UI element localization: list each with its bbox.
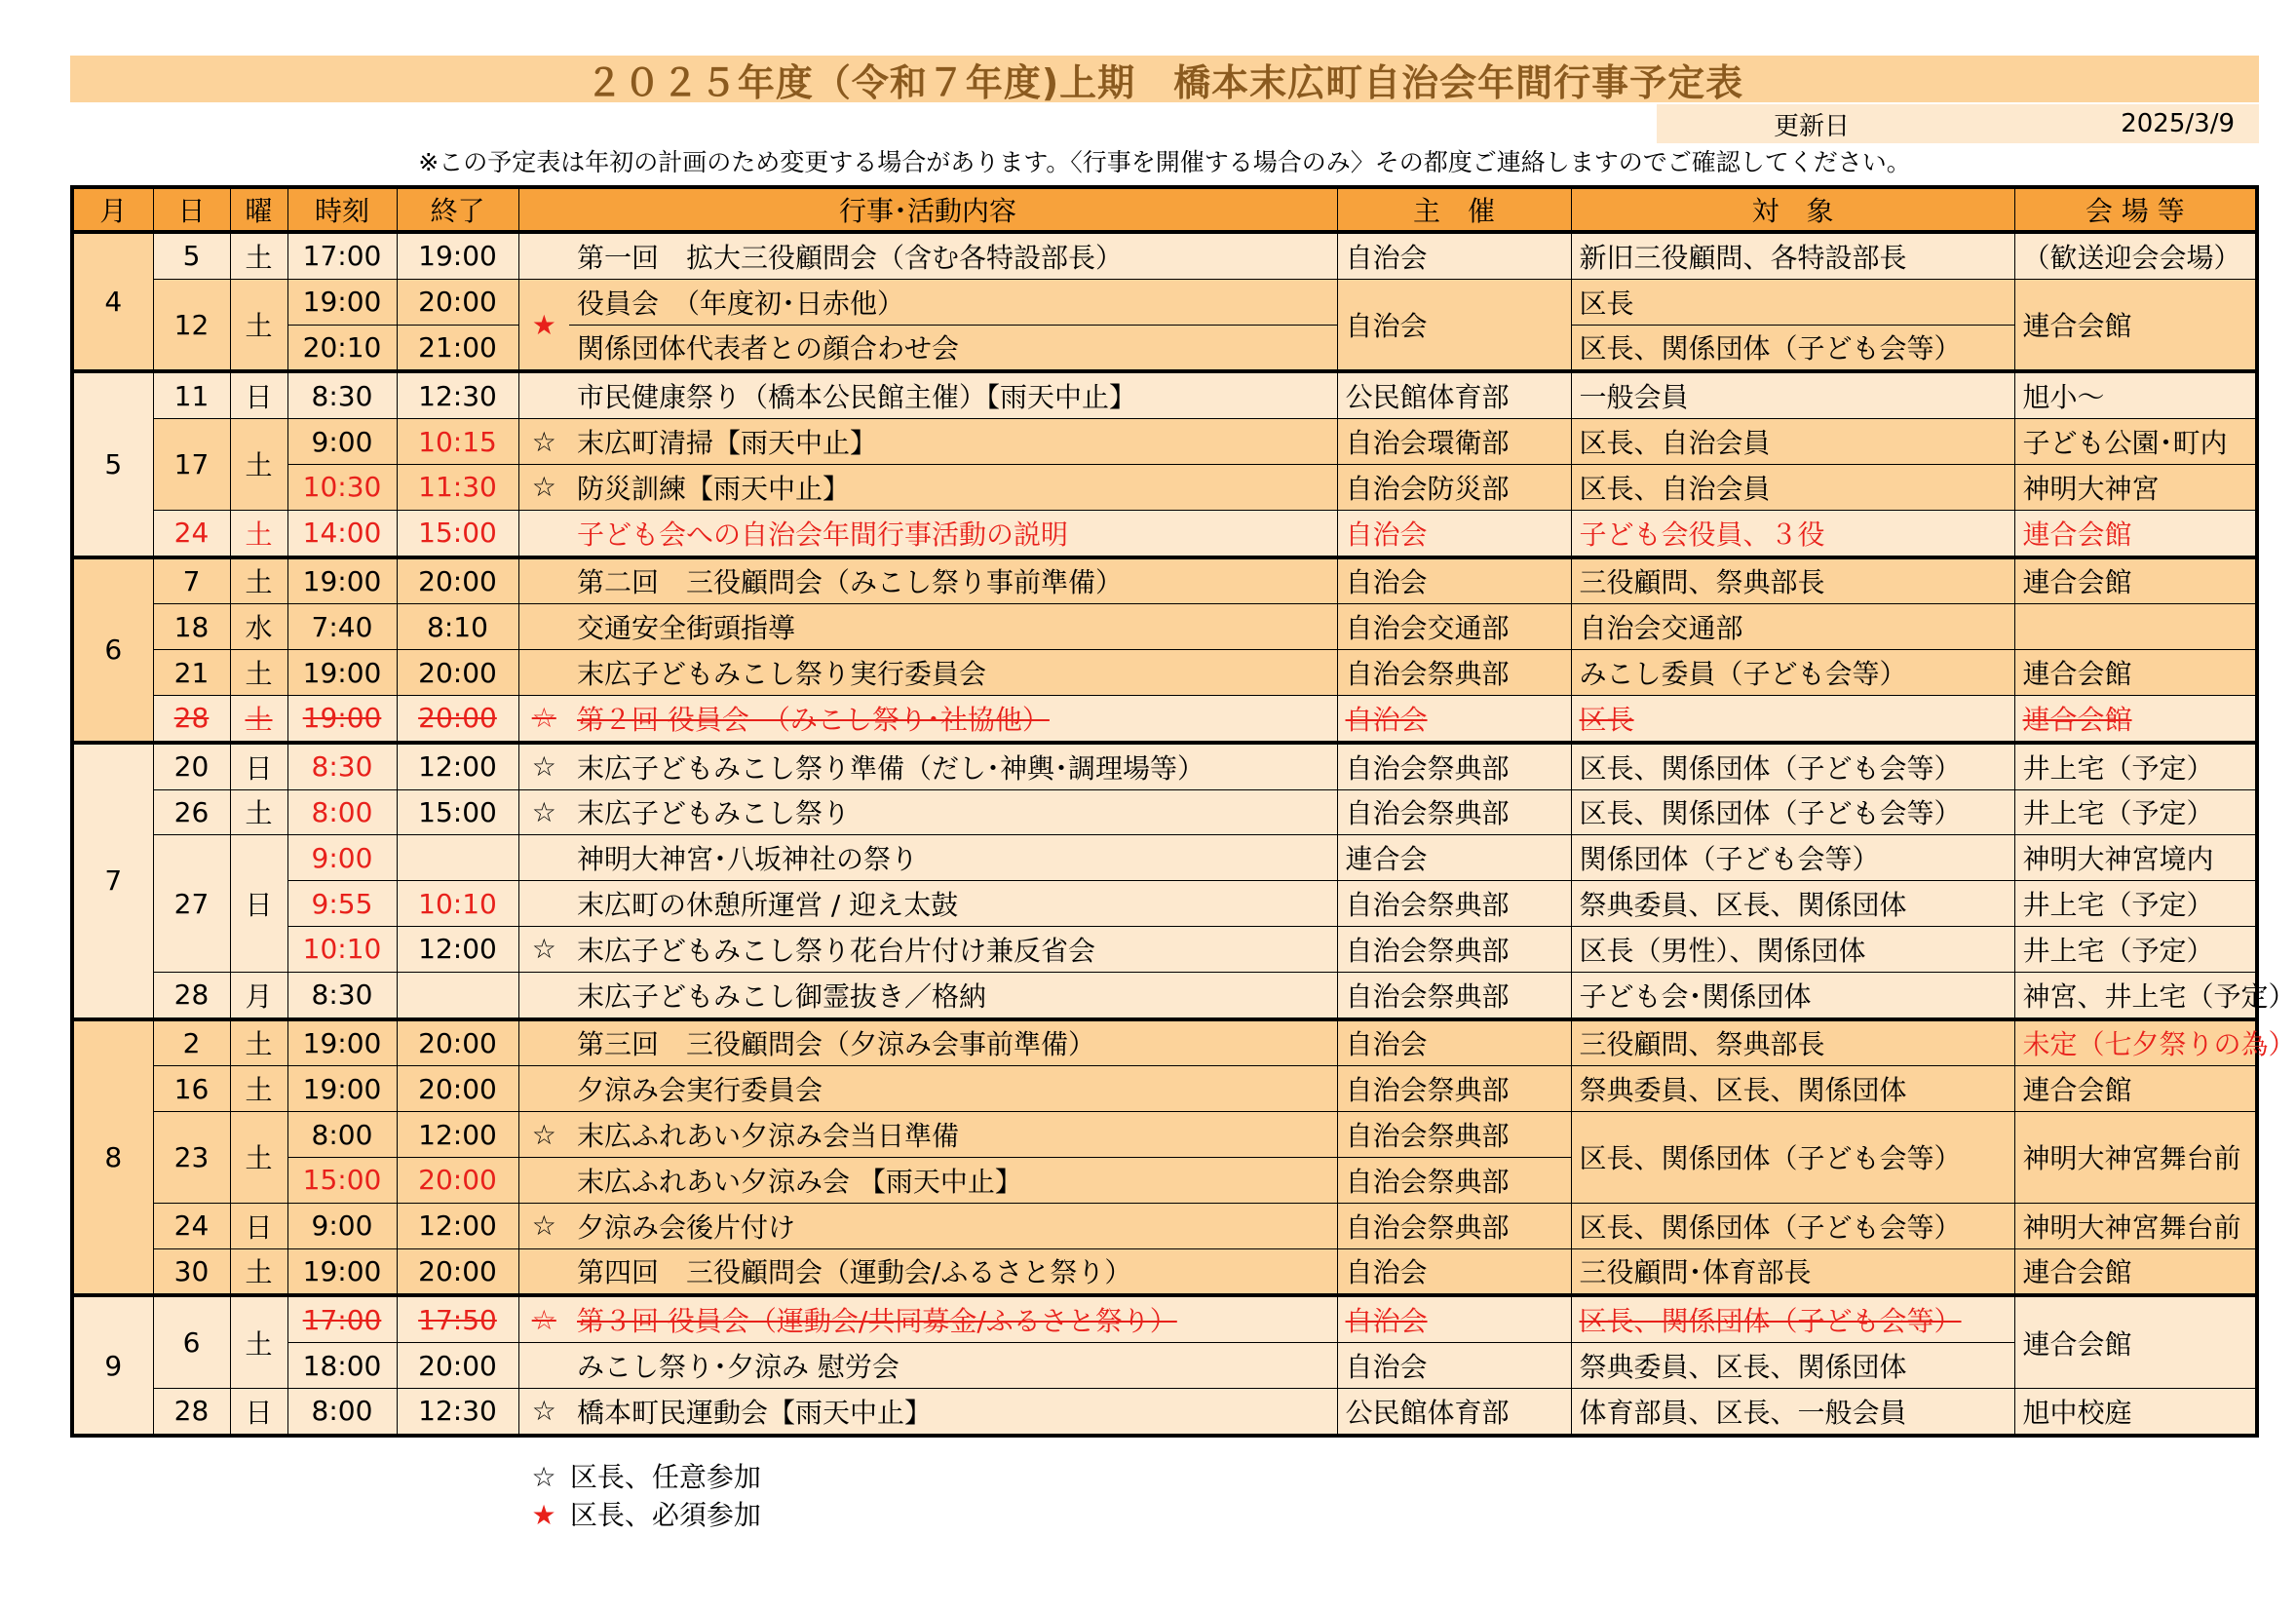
venue-cell: 未定（七夕祭りの為） bbox=[2014, 1019, 2257, 1066]
month-cell: 6 bbox=[72, 557, 153, 743]
legend-required-text: 区長、必須参加 bbox=[569, 1499, 761, 1531]
table-row bbox=[72, 1388, 2257, 1435]
end-time-cell: 12:00 bbox=[397, 926, 518, 972]
day-cell: 28 bbox=[153, 695, 230, 742]
end-time-cell: 20:00 bbox=[397, 1157, 518, 1203]
target-cell: 区長、関係団体（子ども会等） bbox=[1571, 789, 2014, 835]
host-cell: 公民館体育部 bbox=[1337, 371, 1571, 418]
table-row bbox=[72, 835, 2257, 881]
target-cell: 三役顧問、祭典部長 bbox=[1571, 1019, 2014, 1066]
weekday-cell: 土 bbox=[230, 279, 287, 371]
end-time-cell: 8:10 bbox=[397, 604, 518, 650]
weekday-cell: 土 bbox=[230, 1066, 287, 1112]
venue-cell: 連合会館 bbox=[2014, 1066, 2257, 1112]
target-cell: 区長、自治会員 bbox=[1571, 464, 2014, 510]
end-time-cell: 20:00 bbox=[397, 279, 518, 325]
start-time-cell: 19:00 bbox=[287, 1248, 397, 1295]
start-time-cell: 19:00 bbox=[287, 1066, 397, 1112]
weekday-cell: 土 bbox=[230, 1248, 287, 1295]
day-cell: 17 bbox=[153, 419, 230, 511]
weekday-cell: 土 bbox=[230, 650, 287, 696]
mark-cell bbox=[518, 1157, 569, 1203]
weekday-cell: 土 bbox=[230, 1019, 287, 1066]
venue-cell: 神明大神宮舞台前 bbox=[2014, 1112, 2257, 1204]
host-cell: 自治会祭典部 bbox=[1337, 789, 1571, 835]
day-cell: 11 bbox=[153, 371, 230, 418]
start-time-cell: 8:30 bbox=[287, 371, 397, 418]
venue-cell: （歓送迎会会場） bbox=[2014, 232, 2257, 279]
start-time-cell: 8:00 bbox=[287, 1388, 397, 1435]
weekday-cell: 日 bbox=[230, 1203, 287, 1248]
venue-cell: 連合会館 bbox=[2014, 650, 2257, 696]
host-cell: 自治会 bbox=[1337, 1343, 1571, 1389]
host-cell: 自治会祭典部 bbox=[1337, 926, 1571, 972]
target-cell: 区長、関係団体（子ども会等） bbox=[1571, 1112, 2014, 1204]
start-time-cell: 10:10 bbox=[287, 926, 397, 972]
end-time-cell: 12:00 bbox=[397, 1112, 518, 1158]
venue-cell: 神明大神宮境内 bbox=[2014, 835, 2257, 881]
end-time-cell: 11:30 bbox=[397, 464, 518, 510]
activity-cell: 防災訓練【雨天中止】 bbox=[569, 464, 1337, 510]
start-time-cell: 19:00 bbox=[287, 279, 397, 325]
end-time-cell: 12:30 bbox=[397, 1388, 518, 1435]
star-outline-icon: ☆ bbox=[518, 1203, 569, 1248]
day-cell: 12 bbox=[153, 279, 230, 371]
host-cell: 自治会祭典部 bbox=[1337, 1157, 1571, 1203]
month-cell: 8 bbox=[72, 1019, 153, 1296]
activity-cell: 交通安全街頭指導 bbox=[569, 604, 1337, 650]
table-row bbox=[72, 743, 2257, 789]
star-outline-icon: ☆ bbox=[518, 1388, 569, 1435]
activity-cell: 末広町の休憩所運営 / 迎え太鼓 bbox=[569, 881, 1337, 927]
table-row bbox=[72, 232, 2257, 279]
host-cell: 自治会 bbox=[1337, 1248, 1571, 1295]
month-cell: 4 bbox=[72, 232, 153, 371]
start-time-cell: 18:00 bbox=[287, 1343, 397, 1389]
end-time-cell: 10:10 bbox=[397, 881, 518, 927]
weekday-cell: 土 bbox=[230, 557, 287, 604]
start-time-cell: 9:55 bbox=[287, 881, 397, 927]
end-time-cell: 20:00 bbox=[397, 650, 518, 696]
table-row bbox=[72, 1019, 2257, 1066]
start-time-cell: 7:40 bbox=[287, 604, 397, 650]
start-time-cell: 19:00 bbox=[287, 650, 397, 696]
mark-cell bbox=[518, 557, 569, 604]
legend-required bbox=[526, 1494, 761, 1533]
table-row bbox=[72, 371, 2257, 418]
venue-cell: 連合会館 bbox=[2014, 557, 2257, 604]
start-time-cell: 19:00 bbox=[287, 557, 397, 604]
activity-cell: 第二回 三役顧問会（みこし祭り事前準備） bbox=[569, 557, 1337, 604]
day-cell: 6 bbox=[153, 1295, 230, 1388]
activity-cell: 末広ふれあい夕涼み会 【雨天中止】 bbox=[569, 1157, 1337, 1203]
venue-cell: 連合会館 bbox=[2014, 279, 2257, 371]
end-time-cell: 15:00 bbox=[397, 789, 518, 835]
table-row bbox=[72, 972, 2257, 1018]
target-cell: 祭典委員、区長、関係団体 bbox=[1571, 1343, 2014, 1389]
table-row bbox=[72, 881, 2257, 927]
venue-cell: 子ども公園･町内 bbox=[2014, 419, 2257, 465]
end-time-cell bbox=[397, 972, 518, 1018]
weekday-cell: 日 bbox=[230, 835, 287, 972]
target-cell: 一般会員 bbox=[1571, 371, 2014, 418]
target-cell: 区長、自治会員 bbox=[1571, 419, 2014, 465]
activity-cell: 市民健康祭り（橋本公民館主催）【雨天中止】 bbox=[569, 371, 1337, 418]
day-cell: 16 bbox=[153, 1066, 230, 1112]
target-cell: 子ども会役員、３役 bbox=[1571, 510, 2014, 557]
star-outline-icon: ☆ bbox=[518, 743, 569, 789]
start-time-cell: 17:00 bbox=[287, 1295, 397, 1342]
target-cell: 区長（男性）、関係団体 bbox=[1571, 926, 2014, 972]
day-cell: 2 bbox=[153, 1019, 230, 1066]
end-time-cell: 19:00 bbox=[397, 232, 518, 279]
mark-cell bbox=[518, 1066, 569, 1112]
day-cell: 21 bbox=[153, 650, 230, 696]
activity-cell: 関係団体代表者との顔合わせ会 bbox=[569, 325, 1337, 371]
start-time-cell: 20:10 bbox=[287, 325, 397, 371]
activity-cell: 第３回 役員会（運動会/共同募金/ふるさと祭り） bbox=[569, 1295, 1337, 1342]
activity-cell: 末広ふれあい夕涼み会当日準備 bbox=[569, 1112, 1337, 1158]
header-target: 対 象 bbox=[1571, 187, 2014, 232]
end-time-cell: 12:00 bbox=[397, 743, 518, 789]
day-cell: 26 bbox=[153, 789, 230, 835]
header-weekday: 曜 bbox=[230, 187, 287, 232]
end-time-cell: 10:15 bbox=[397, 419, 518, 465]
host-cell: 自治会 bbox=[1337, 232, 1571, 279]
header-host: 主 催 bbox=[1337, 187, 1571, 232]
mark-cell bbox=[518, 650, 569, 696]
end-time-cell: 12:00 bbox=[397, 1203, 518, 1248]
activity-cell: 夕涼み会後片付け bbox=[569, 1203, 1337, 1248]
table-row bbox=[72, 650, 2257, 696]
start-time-cell: 15:00 bbox=[287, 1157, 397, 1203]
end-time-cell: 17:50 bbox=[397, 1295, 518, 1342]
header-end-time: 終了 bbox=[397, 187, 518, 232]
venue-cell: 井上宅（予定） bbox=[2014, 881, 2257, 927]
start-time-cell: 9:00 bbox=[287, 835, 397, 881]
table-row bbox=[72, 1066, 2257, 1112]
venue-cell: 旭中校庭 bbox=[2014, 1388, 2257, 1435]
target-cell: 三役顧問、祭典部長 bbox=[1571, 557, 2014, 604]
mark-cell bbox=[518, 604, 569, 650]
target-cell: 体育部員、区長、一般会員 bbox=[1571, 1388, 2014, 1435]
header-venue: 会 場 等 bbox=[2014, 187, 2257, 232]
venue-cell bbox=[2014, 604, 2257, 650]
end-time-cell: 20:00 bbox=[397, 1019, 518, 1066]
target-cell: みこし委員（子ども会等） bbox=[1571, 650, 2014, 696]
start-time-cell: 19:00 bbox=[287, 695, 397, 742]
day-cell: 5 bbox=[153, 232, 230, 279]
target-cell: 区長 bbox=[1571, 695, 2014, 742]
venue-cell: 連合会館 bbox=[2014, 1248, 2257, 1295]
page-title: ２０２５年度（令和７年度)上期 橋本末広町自治会年間行事予定表 bbox=[70, 56, 2259, 102]
mark-cell bbox=[518, 972, 569, 1018]
table-row bbox=[72, 419, 2257, 465]
weekday-cell: 日 bbox=[230, 371, 287, 418]
mark-cell bbox=[518, 232, 569, 279]
host-cell: 自治会交通部 bbox=[1337, 604, 1571, 650]
weekday-cell: 土 bbox=[230, 695, 287, 742]
update-date-value: 2025/3/9 bbox=[2121, 109, 2235, 138]
activity-cell: 末広子どもみこし祭り bbox=[569, 789, 1337, 835]
venue-cell: 旭小～ bbox=[2014, 371, 2257, 418]
weekday-cell: 月 bbox=[230, 972, 287, 1018]
weekday-cell: 土 bbox=[230, 789, 287, 835]
table-row bbox=[72, 325, 2257, 371]
venue-cell: 神宮、井上宅（予定） bbox=[2014, 972, 2257, 1018]
host-cell: 自治会 bbox=[1337, 557, 1571, 604]
activity-cell: 第四回 三役顧問会（運動会/ふるさと祭り） bbox=[569, 1248, 1337, 1295]
table-row bbox=[72, 557, 2257, 604]
end-time-cell: 20:00 bbox=[397, 557, 518, 604]
weekday-cell: 土 bbox=[230, 1112, 287, 1204]
start-time-cell: 14:00 bbox=[287, 510, 397, 557]
end-time-cell: 15:00 bbox=[397, 510, 518, 557]
weekday-cell: 日 bbox=[230, 1388, 287, 1435]
day-cell: 18 bbox=[153, 604, 230, 650]
end-time-cell: 20:00 bbox=[397, 1343, 518, 1389]
table-row bbox=[72, 464, 2257, 510]
target-cell: 新旧三役顧問、各特設部長 bbox=[1571, 232, 2014, 279]
activity-cell: 末広子どもみこし祭り花台片付け兼反省会 bbox=[569, 926, 1337, 972]
day-cell: 24 bbox=[153, 1203, 230, 1248]
end-time-cell: 20:00 bbox=[397, 695, 518, 742]
target-cell: 子ども会･関係団体 bbox=[1571, 972, 2014, 1018]
day-cell: 28 bbox=[153, 972, 230, 1018]
venue-cell: 連合会館 bbox=[2014, 510, 2257, 557]
end-time-cell: 21:00 bbox=[397, 325, 518, 371]
schedule-table bbox=[70, 185, 2296, 1438]
host-cell: 自治会環衛部 bbox=[1337, 419, 1571, 465]
venue-cell: 井上宅（予定） bbox=[2014, 743, 2257, 789]
mark-cell bbox=[518, 371, 569, 418]
mark-cell bbox=[518, 1343, 569, 1389]
host-cell: 自治会祭典部 bbox=[1337, 972, 1571, 1018]
day-cell: 24 bbox=[153, 510, 230, 557]
activity-cell: 神明大神宮･八坂神社の祭り bbox=[569, 835, 1337, 881]
weekday-cell: 水 bbox=[230, 604, 287, 650]
target-cell: 三役顧問･体育部長 bbox=[1571, 1248, 2014, 1295]
header-start-time: 時刻 bbox=[287, 187, 397, 232]
day-cell: 30 bbox=[153, 1248, 230, 1295]
host-cell: 自治会祭典部 bbox=[1337, 881, 1571, 927]
host-cell: 自治会 bbox=[1337, 1295, 1571, 1342]
header-activity: 行事･活動内容 bbox=[518, 187, 1337, 232]
filled-star-icon: ★ bbox=[531, 1499, 556, 1531]
cancelled-table-row bbox=[72, 695, 2257, 742]
header-day: 日 bbox=[153, 187, 230, 232]
header-month: 月 bbox=[72, 187, 153, 232]
start-time-cell: 8:30 bbox=[287, 743, 397, 789]
start-time-cell: 10:30 bbox=[287, 464, 397, 510]
weekday-cell: 土 bbox=[230, 510, 287, 557]
target-cell: 区長、関係団体（子ども会等） bbox=[1571, 743, 2014, 789]
venue-cell: 連合会館 bbox=[2014, 1295, 2257, 1388]
activity-cell: みこし祭り･夕涼み 慰労会 bbox=[569, 1343, 1337, 1389]
table-header-row bbox=[72, 187, 2257, 232]
activity-cell: 末広子どもみこし祭り実行委員会 bbox=[569, 650, 1337, 696]
target-cell: 祭典委員、区長、関係団体 bbox=[1571, 881, 2014, 927]
activity-cell: 子ども会への自治会年間行事活動の説明 bbox=[569, 510, 1337, 557]
table-row bbox=[72, 1203, 2257, 1248]
mark-cell bbox=[518, 881, 569, 927]
venue-cell: 神明大神宮舞台前 bbox=[2014, 1203, 2257, 1248]
table-row bbox=[72, 926, 2257, 972]
end-time-cell: 20:00 bbox=[397, 1248, 518, 1295]
star-outline-icon: ☆ bbox=[518, 464, 569, 510]
table-row bbox=[72, 279, 2257, 325]
table-row bbox=[72, 1248, 2257, 1295]
start-time-cell: 8:30 bbox=[287, 972, 397, 1018]
weekday-cell: 日 bbox=[230, 743, 287, 789]
filled-star-icon: ★ bbox=[518, 279, 569, 371]
activity-cell: 末広子どもみこし祭り準備（だし･神輿･調理場等） bbox=[569, 743, 1337, 789]
day-cell: 28 bbox=[153, 1388, 230, 1435]
day-cell: 7 bbox=[153, 557, 230, 604]
start-time-cell: 17:00 bbox=[287, 232, 397, 279]
activity-cell: 第２回 役員会 （みこし祭り･社協他） bbox=[569, 695, 1337, 742]
star-outline-icon: ☆ bbox=[531, 1461, 556, 1493]
mark-cell bbox=[518, 835, 569, 881]
end-time-cell: 12:30 bbox=[397, 371, 518, 418]
weekday-cell: 土 bbox=[230, 232, 287, 279]
end-time-cell bbox=[397, 835, 518, 881]
start-time-cell: 9:00 bbox=[287, 419, 397, 465]
venue-cell: 井上宅（予定） bbox=[2014, 926, 2257, 972]
table-row bbox=[72, 604, 2257, 650]
day-cell: 23 bbox=[153, 1112, 230, 1204]
host-cell: 連合会 bbox=[1337, 835, 1571, 881]
host-cell: 自治会防災部 bbox=[1337, 464, 1571, 510]
target-cell: 区長、関係団体（子ども会等） bbox=[1571, 1203, 2014, 1248]
venue-cell: 井上宅（予定） bbox=[2014, 789, 2257, 835]
target-cell: 区長、関係団体（子ども会等） bbox=[1571, 1295, 2014, 1342]
table-row bbox=[72, 1112, 2257, 1158]
star-outline-icon: ☆ bbox=[518, 419, 569, 465]
table-row bbox=[72, 1343, 2257, 1389]
mark-cell bbox=[518, 1019, 569, 1066]
target-cell: 祭典委員、区長、関係団体 bbox=[1571, 1066, 2014, 1112]
activity-cell: 第三回 三役顧問会（夕涼み会事前準備） bbox=[569, 1019, 1337, 1066]
legend-optional bbox=[526, 1456, 761, 1495]
star-outline-icon: ☆ bbox=[518, 1295, 569, 1342]
target-cell: 関係団体（子ども会等） bbox=[1571, 835, 2014, 881]
day-cell: 20 bbox=[153, 743, 230, 789]
activity-cell: 第一回 拡大三役顧問会（含む各特設部長） bbox=[569, 232, 1337, 279]
weekday-cell: 土 bbox=[230, 419, 287, 511]
start-time-cell: 19:00 bbox=[287, 1019, 397, 1066]
host-cell: 自治会 bbox=[1337, 695, 1571, 742]
host-cell: 自治会祭典部 bbox=[1337, 1066, 1571, 1112]
month-cell: 7 bbox=[72, 743, 153, 1019]
weekday-cell: 土 bbox=[230, 1295, 287, 1388]
month-cell: 9 bbox=[72, 1295, 153, 1435]
host-cell: 自治会祭典部 bbox=[1337, 1203, 1571, 1248]
schedule-note: ※この予定表は年初の計画のため変更する場合があります。〈行事を開催する場合のみ〉その都度ご連絡しますのでご確認してください。 bbox=[418, 148, 1911, 176]
update-date-box bbox=[1657, 104, 2259, 143]
host-cell: 公民館体育部 bbox=[1337, 1388, 1571, 1435]
activity-cell: 夕涼み会実行委員会 bbox=[569, 1066, 1337, 1112]
target-cell: 区長、関係団体（子ども会等） bbox=[1571, 325, 2014, 371]
legend-optional-text: 区長、任意参加 bbox=[569, 1461, 761, 1493]
activity-cell: 役員会 （年度初･日赤他） bbox=[569, 279, 1337, 325]
host-cell: 自治会 bbox=[1337, 279, 1571, 371]
host-cell: 自治会祭典部 bbox=[1337, 743, 1571, 789]
activity-cell: 末広子どもみこし御霊抜き／格納 bbox=[569, 972, 1337, 1018]
table-row bbox=[72, 789, 2257, 835]
venue-cell: 神明大神宮 bbox=[2014, 464, 2257, 510]
activity-cell: 末広町清掃【雨天中止】 bbox=[569, 419, 1337, 465]
star-outline-icon: ☆ bbox=[518, 926, 569, 972]
update-date-label: 更新日 bbox=[1774, 111, 1851, 141]
mark-cell bbox=[518, 1248, 569, 1295]
star-outline-icon: ☆ bbox=[518, 695, 569, 742]
mark-cell bbox=[518, 510, 569, 557]
month-cell: 5 bbox=[72, 371, 153, 557]
target-cell: 区長 bbox=[1571, 279, 2014, 325]
host-cell: 自治会 bbox=[1337, 1019, 1571, 1066]
venue-cell: 連合会館 bbox=[2014, 695, 2257, 742]
target-cell: 自治会交通部 bbox=[1571, 604, 2014, 650]
cancelled-table-row bbox=[72, 1295, 2257, 1342]
start-time-cell: 9:00 bbox=[287, 1203, 397, 1248]
host-cell: 自治会 bbox=[1337, 510, 1571, 557]
activity-cell: 橋本町民運動会【雨天中止】 bbox=[569, 1388, 1337, 1435]
end-time-cell: 20:00 bbox=[397, 1066, 518, 1112]
star-outline-icon: ☆ bbox=[518, 1112, 569, 1158]
host-cell: 自治会祭典部 bbox=[1337, 1112, 1571, 1158]
host-cell: 自治会祭典部 bbox=[1337, 650, 1571, 696]
day-cell: 27 bbox=[153, 835, 230, 972]
star-outline-icon: ☆ bbox=[518, 789, 569, 835]
table-row bbox=[72, 510, 2257, 557]
start-time-cell: 8:00 bbox=[287, 1112, 397, 1158]
start-time-cell: 8:00 bbox=[287, 789, 397, 835]
